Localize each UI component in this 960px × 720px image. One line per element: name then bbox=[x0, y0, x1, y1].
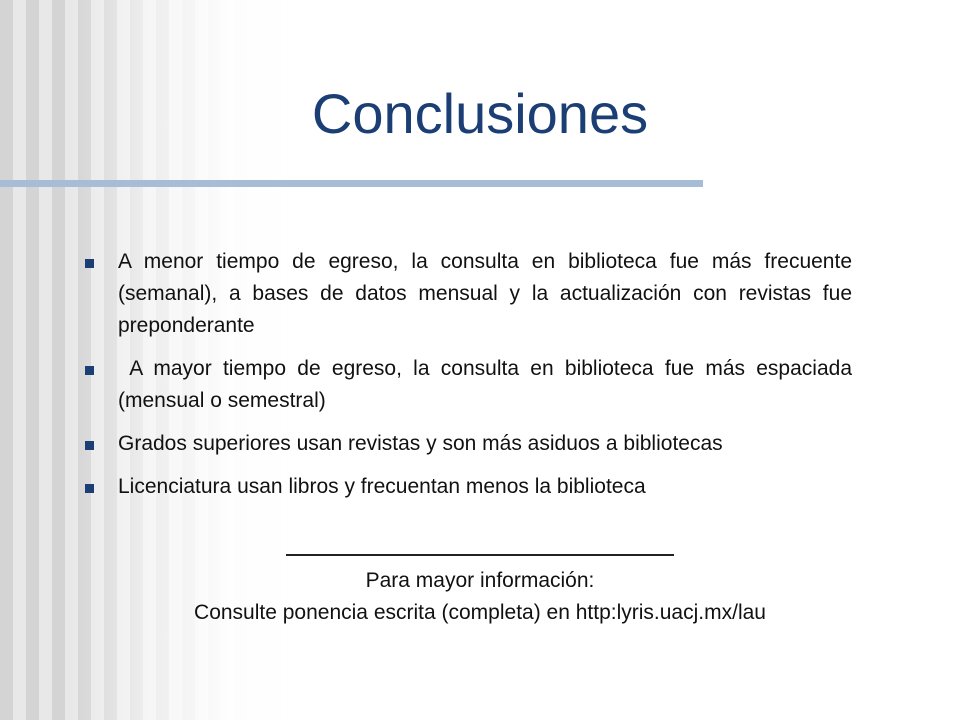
bullet-item bbox=[82, 471, 852, 503]
bullet-text: A mayor tiempo de egreso, la consulta en biblioteca fue más espaciada (mensual o semestral) bbox=[118, 357, 858, 412]
footer-note bbox=[0, 536, 960, 629]
bullet-text: A menor tiempo de egreso, la consulta en biblioteca fue más frecuente (semanal), a bases de datos mensual y la actualización con revistas fue preponderante bbox=[118, 250, 852, 337]
bullet-item bbox=[82, 353, 858, 417]
footer-separator-line bbox=[286, 554, 674, 556]
footer-line-info: Para mayor información: bbox=[365, 569, 595, 592]
slide-title: Conclusiones bbox=[311, 82, 649, 145]
bullet-text: Licenciatura usan libros y frecuentan menos la biblioteca bbox=[118, 475, 646, 498]
bullet-list bbox=[82, 246, 858, 514]
bullet-text: Grados superiores usan revistas y son más asiduos a bibliotecas bbox=[118, 432, 723, 455]
square-bullet-icon bbox=[85, 484, 94, 493]
square-bullet-icon bbox=[85, 366, 94, 375]
square-bullet-icon bbox=[85, 259, 94, 268]
footer-line-reference: Consulte ponencia escrita (completa) en http:lyris.uacj.mx/lau bbox=[194, 601, 766, 624]
bullet-item bbox=[82, 246, 852, 342]
square-bullet-icon bbox=[85, 441, 94, 450]
bullet-item bbox=[82, 428, 852, 460]
title-underline bbox=[0, 180, 703, 187]
